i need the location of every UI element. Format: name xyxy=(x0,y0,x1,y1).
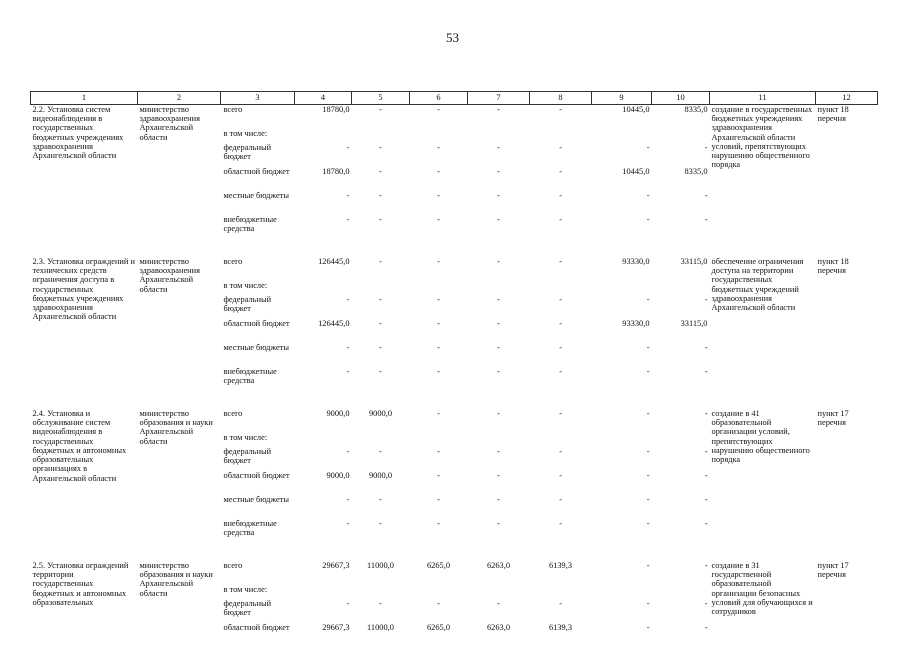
amount-cell: - xyxy=(530,319,592,343)
amount-cell: - xyxy=(410,519,468,543)
amount-cell: - xyxy=(468,191,530,215)
amount-cell: 29667,3 xyxy=(295,623,352,647)
table-row xyxy=(31,105,878,130)
amount-cell: 18780,0 xyxy=(295,105,352,130)
amount-cell xyxy=(352,433,410,447)
program-table xyxy=(30,91,878,647)
amount-cell: - xyxy=(652,599,710,623)
amount-cell: - xyxy=(352,495,410,519)
amount-cell: - xyxy=(410,167,468,191)
amount-cell: - xyxy=(530,471,592,495)
amount-cell: - xyxy=(592,561,652,585)
amount-cell: - xyxy=(410,409,468,433)
column-header: 10 xyxy=(652,92,710,105)
amount-cell: 93330,0 xyxy=(592,257,652,281)
executor-name: министерство образования и науки Архангельской области xyxy=(138,561,221,647)
amount-cell: - xyxy=(352,343,410,367)
amount-cell: - xyxy=(592,447,652,471)
funding-source: в том числе: xyxy=(221,281,295,295)
amount-cell: - xyxy=(530,367,592,391)
amount-cell: - xyxy=(352,447,410,471)
amount-cell: - xyxy=(530,105,592,130)
amount-cell: - xyxy=(468,295,530,319)
amount-cell: - xyxy=(592,409,652,433)
amount-cell: 6265,0 xyxy=(410,623,468,647)
funding-source: областной бюджет xyxy=(221,167,295,191)
amount-cell: - xyxy=(592,623,652,647)
amount-cell: - xyxy=(352,191,410,215)
amount-cell: 93330,0 xyxy=(592,319,652,343)
amount-cell: - xyxy=(410,599,468,623)
amount-cell: - xyxy=(652,215,710,239)
table-body xyxy=(31,105,878,647)
table-row xyxy=(31,257,878,281)
amount-cell xyxy=(652,281,710,295)
amount-cell: 33115,0 xyxy=(652,257,710,281)
amount-cell xyxy=(468,433,530,447)
amount-cell xyxy=(468,129,530,143)
amount-cell xyxy=(410,585,468,599)
column-header: 12 xyxy=(816,92,878,105)
amount-cell: - xyxy=(652,471,710,495)
funding-source: внебюджетные средства xyxy=(221,519,295,543)
amount-cell: - xyxy=(468,343,530,367)
amount-cell xyxy=(295,433,352,447)
funding-source: областной бюджет xyxy=(221,319,295,343)
amount-cell: - xyxy=(352,295,410,319)
column-header: 4 xyxy=(295,92,352,105)
amount-cell: - xyxy=(592,143,652,167)
row-spacer xyxy=(31,391,878,409)
amount-cell: - xyxy=(530,257,592,281)
amount-cell xyxy=(592,129,652,143)
amount-cell: 10445,0 xyxy=(592,105,652,130)
column-header: 1 xyxy=(31,92,138,105)
amount-cell xyxy=(652,433,710,447)
amount-cell: - xyxy=(410,295,468,319)
amount-cell: - xyxy=(592,215,652,239)
amount-cell: - xyxy=(410,343,468,367)
amount-cell: - xyxy=(652,447,710,471)
amount-cell: - xyxy=(652,143,710,167)
funding-source: местные бюджеты xyxy=(221,495,295,519)
amount-cell: - xyxy=(592,471,652,495)
activity-name: 2.3. Установка ограждений и технических средств ограничения доступа в государственных бюджетных учреждениях здравоохранения Архангельской области xyxy=(31,257,138,391)
amount-cell: 6263,0 xyxy=(468,561,530,585)
amount-cell xyxy=(352,585,410,599)
amount-cell xyxy=(352,281,410,295)
amount-cell: - xyxy=(352,519,410,543)
column-header: 8 xyxy=(530,92,592,105)
amount-cell: 6139,3 xyxy=(530,561,592,585)
amount-cell xyxy=(468,281,530,295)
column-header: 9 xyxy=(592,92,652,105)
amount-cell: - xyxy=(352,143,410,167)
expected-result: создание в 41 образовательной организации условий, препятствующих нарушению общественного порядка xyxy=(710,409,816,543)
amount-cell: 8335,0 xyxy=(652,167,710,191)
amount-cell: 126445,0 xyxy=(295,319,352,343)
amount-cell xyxy=(468,585,530,599)
amount-cell: - xyxy=(410,319,468,343)
amount-cell: - xyxy=(468,105,530,130)
amount-cell: - xyxy=(652,409,710,433)
amount-cell: 18780,0 xyxy=(295,167,352,191)
amount-cell xyxy=(410,433,468,447)
funding-source: местные бюджеты xyxy=(221,191,295,215)
funding-source: федеральный бюджет xyxy=(221,599,295,623)
amount-cell: - xyxy=(352,599,410,623)
funding-source: внебюджетные средства xyxy=(221,367,295,391)
amount-cell: - xyxy=(592,495,652,519)
amount-cell: - xyxy=(652,295,710,319)
expected-result: создание в 31 государственной образовательной организации безопасных условий для обучающихся и сотрудников xyxy=(710,561,816,647)
amount-cell: - xyxy=(410,143,468,167)
spacer-cell xyxy=(31,543,878,561)
amount-cell: 33115,0 xyxy=(652,319,710,343)
amount-cell: 6263,0 xyxy=(468,623,530,647)
amount-cell: 6265,0 xyxy=(410,561,468,585)
amount-cell: - xyxy=(410,447,468,471)
amount-cell: 8335,0 xyxy=(652,105,710,130)
activity-name: 2.4. Установка и обслуживание систем видеонаблюдения в государственных бюджетных и автономных образовательных организациях в Архангельской области xyxy=(31,409,138,543)
amount-cell xyxy=(592,433,652,447)
list-reference: пункт 17 перечня xyxy=(816,561,878,647)
amount-cell: - xyxy=(592,519,652,543)
row-spacer xyxy=(31,543,878,561)
amount-cell: - xyxy=(468,257,530,281)
amount-cell: - xyxy=(295,519,352,543)
amount-cell: - xyxy=(652,495,710,519)
expected-result: создание в государственных бюджетных учреждениях здравоохранения Архангельской области условий, препятствующих нарушению общественного порядка xyxy=(710,105,816,240)
funding-source: всего xyxy=(221,409,295,433)
amount-cell: - xyxy=(652,519,710,543)
column-header: 3 xyxy=(221,92,295,105)
amount-cell: - xyxy=(352,215,410,239)
funding-source: федеральный бюджет xyxy=(221,447,295,471)
amount-cell: - xyxy=(530,343,592,367)
activity-name: 2.5. Установка ограждений территории государственных бюджетных и автономных образовательных xyxy=(31,561,138,647)
amount-cell: - xyxy=(530,447,592,471)
amount-cell: - xyxy=(530,519,592,543)
amount-cell: - xyxy=(652,561,710,585)
funding-source: всего xyxy=(221,561,295,585)
amount-cell xyxy=(410,129,468,143)
expected-result: обеспечение ограничения доступа на территории государственных бюджетных учреждений здравоохранения Архангельской области xyxy=(710,257,816,391)
amount-cell: - xyxy=(530,409,592,433)
amount-cell xyxy=(592,585,652,599)
amount-cell: - xyxy=(410,191,468,215)
funding-source: внебюджетные средства xyxy=(221,215,295,239)
amount-cell xyxy=(530,281,592,295)
table-row xyxy=(31,561,878,585)
amount-cell: - xyxy=(410,257,468,281)
amount-cell: - xyxy=(352,167,410,191)
amount-cell: - xyxy=(352,105,410,130)
executor-name: министерство образования и науки Архангельской области xyxy=(138,409,221,543)
amount-cell: - xyxy=(295,343,352,367)
amount-cell: - xyxy=(652,191,710,215)
executor-name: министерство здравоохранения Архангельской области xyxy=(138,105,221,240)
amount-cell xyxy=(295,585,352,599)
amount-cell xyxy=(530,129,592,143)
amount-cell: - xyxy=(410,215,468,239)
amount-cell: - xyxy=(652,623,710,647)
amount-cell xyxy=(530,585,592,599)
page-number: 53 xyxy=(0,30,905,46)
executor-name: министерство здравоохранения Архангельской области xyxy=(138,257,221,391)
funding-source: областной бюджет xyxy=(221,471,295,495)
amount-cell xyxy=(652,129,710,143)
amount-cell: - xyxy=(410,495,468,519)
amount-cell: - xyxy=(530,191,592,215)
amount-cell xyxy=(352,129,410,143)
amount-cell: 9000,0 xyxy=(352,471,410,495)
funding-source: федеральный бюджет xyxy=(221,295,295,319)
amount-cell: - xyxy=(530,495,592,519)
amount-cell: - xyxy=(295,215,352,239)
funding-source: местные бюджеты xyxy=(221,343,295,367)
amount-cell: - xyxy=(592,343,652,367)
amount-cell: - xyxy=(468,215,530,239)
amount-cell: - xyxy=(592,599,652,623)
amount-cell: - xyxy=(352,257,410,281)
amount-cell: - xyxy=(468,495,530,519)
amount-cell: - xyxy=(352,367,410,391)
amount-cell: - xyxy=(592,191,652,215)
amount-cell: - xyxy=(468,367,530,391)
funding-source: в том числе: xyxy=(221,433,295,447)
funding-source: в том числе: xyxy=(221,585,295,599)
amount-cell xyxy=(410,281,468,295)
amount-cell: - xyxy=(410,367,468,391)
amount-cell: - xyxy=(530,599,592,623)
amount-cell xyxy=(295,129,352,143)
column-header: 6 xyxy=(410,92,468,105)
amount-cell: - xyxy=(468,519,530,543)
amount-cell: - xyxy=(468,471,530,495)
amount-cell: - xyxy=(295,495,352,519)
amount-cell: - xyxy=(468,319,530,343)
amount-cell: - xyxy=(352,319,410,343)
list-reference: пункт 17 перечня xyxy=(816,409,878,543)
column-header: 5 xyxy=(352,92,410,105)
amount-cell: - xyxy=(652,343,710,367)
spacer-cell xyxy=(31,391,878,409)
amount-cell: 10445,0 xyxy=(592,167,652,191)
amount-cell: - xyxy=(295,367,352,391)
funding-source: федеральный бюджет xyxy=(221,143,295,167)
row-spacer xyxy=(31,239,878,257)
funding-source: всего xyxy=(221,105,295,130)
amount-cell: - xyxy=(295,143,352,167)
list-reference: пункт 18 перечня xyxy=(816,257,878,391)
amount-cell xyxy=(530,433,592,447)
amount-cell: 11000,0 xyxy=(352,561,410,585)
amount-cell: - xyxy=(468,409,530,433)
amount-cell: - xyxy=(295,191,352,215)
amount-cell: 9000,0 xyxy=(295,409,352,433)
funding-source: всего xyxy=(221,257,295,281)
amount-cell xyxy=(652,585,710,599)
column-header: 7 xyxy=(468,92,530,105)
amount-cell: 126445,0 xyxy=(295,257,352,281)
amount-cell xyxy=(592,281,652,295)
amount-cell: - xyxy=(410,105,468,130)
amount-cell: - xyxy=(468,447,530,471)
amount-cell: - xyxy=(530,215,592,239)
amount-cell: 29667,3 xyxy=(295,561,352,585)
amount-cell: - xyxy=(468,167,530,191)
amount-cell: - xyxy=(295,599,352,623)
amount-cell xyxy=(295,281,352,295)
funding-source: областной бюджет xyxy=(221,623,295,647)
amount-cell: - xyxy=(468,143,530,167)
amount-cell: - xyxy=(295,447,352,471)
amount-cell: - xyxy=(530,167,592,191)
spacer-cell xyxy=(31,239,878,257)
amount-cell: - xyxy=(652,367,710,391)
table-row xyxy=(31,409,878,433)
amount-cell: 6139,3 xyxy=(530,623,592,647)
amount-cell: 11000,0 xyxy=(352,623,410,647)
amount-cell: - xyxy=(410,471,468,495)
amount-cell: 9000,0 xyxy=(352,409,410,433)
activity-name: 2.2. Установка систем видеонаблюдения в государственных бюджетных учреждениях здравоохранения Архангельской области xyxy=(31,105,138,240)
amount-cell: - xyxy=(592,295,652,319)
amount-cell: - xyxy=(530,295,592,319)
amount-cell: - xyxy=(592,367,652,391)
list-reference: пункт 18 перечня xyxy=(816,105,878,240)
amount-cell: - xyxy=(468,599,530,623)
amount-cell: - xyxy=(530,143,592,167)
column-header: 11 xyxy=(710,92,816,105)
table-header xyxy=(31,92,878,105)
amount-cell: 9000,0 xyxy=(295,471,352,495)
funding-source: в том числе: xyxy=(221,129,295,143)
column-header: 2 xyxy=(138,92,221,105)
amount-cell: - xyxy=(295,295,352,319)
